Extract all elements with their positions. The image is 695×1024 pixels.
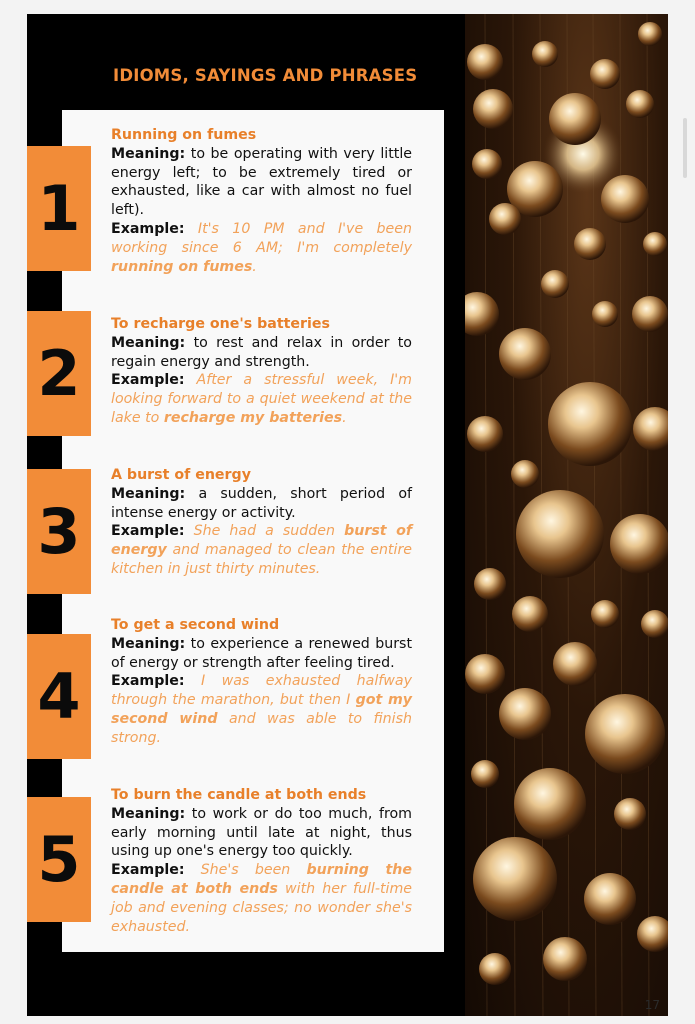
- meaning-text: to rest and relax in order to regain energy and strength.: [111, 334, 412, 370]
- example-text-end: and managed to clean the entire kitchen in just thirty minutes.: [111, 542, 413, 577]
- idiom-phrase: A burst of energy: [111, 467, 251, 483]
- idiom-phrase: To get a second wind: [111, 617, 280, 633]
- idiom-entry: [111, 126, 412, 276]
- example-text-end: and was able to finish strong.: [111, 710, 412, 746]
- idiom-phrase: Running on fumes: [111, 127, 257, 143]
- page-title: IDIOMS, SAYINGS AND PHRASES: [113, 66, 418, 85]
- meaning-text: to be operating with very little energy left; to be extremely tired or exhausted, like a car with almost no fuel left).: [111, 145, 412, 219]
- idiom-number-4: 4: [27, 634, 91, 759]
- crystal-chandelier-image: [465, 14, 668, 1016]
- example-highlight: running on fumes: [111, 258, 253, 275]
- example-text-end: with her full-time job and evening classes; no wonder she's exhausted.: [111, 880, 412, 935]
- example-text-end: .: [342, 409, 347, 426]
- idiom-entry: [111, 616, 412, 748]
- example-label: Example:: [111, 523, 185, 540]
- meaning-label: Meaning:: [111, 145, 186, 162]
- example-text: After a stressful week, I'm looking forward to a quiet weekend at the lake to: [111, 372, 412, 426]
- example-label: Example:: [111, 862, 185, 879]
- example-text: She had a sudden: [193, 523, 336, 540]
- idiom-number-3: 3: [27, 469, 91, 594]
- idiom-number-2: 2: [27, 311, 91, 436]
- example-text: It's 10 PM and I've been working since 6 AM; I'm completely: [111, 220, 412, 256]
- meaning-label: Meaning:: [111, 805, 186, 822]
- page-number: 17: [644, 998, 660, 1012]
- meaning-text: to experience a renewed burst of energy or strength after feeling tired.: [111, 635, 413, 671]
- meaning-text: a sudden, short period of intense energy or activity.: [111, 485, 412, 521]
- example-label: Example:: [111, 220, 185, 237]
- example-text-end: .: [252, 258, 257, 275]
- example-label: Example:: [111, 673, 185, 690]
- example-highlight: recharge my batteries: [163, 409, 343, 426]
- meaning-label: Meaning:: [111, 485, 186, 502]
- idiom-phrase: To burn the candle at both ends: [111, 787, 367, 803]
- meaning-label: Meaning:: [111, 635, 186, 652]
- example-text: She's been: [200, 862, 291, 879]
- idiom-entry: [111, 315, 412, 428]
- meaning-label: Meaning:: [111, 334, 186, 351]
- example-highlight: burst of energy: [111, 523, 413, 559]
- example-highlight: burning the candle at both ends: [111, 862, 413, 897]
- scrollbar[interactable]: [683, 118, 687, 178]
- meaning-text: to work or do too much, from early morning until late at night, thus using up one's energy too quickly.: [111, 805, 413, 860]
- document-page: [27, 14, 668, 1016]
- idiom-phrase: To recharge one's batteries: [111, 316, 330, 332]
- example-highlight: got my second wind: [111, 692, 412, 727]
- idiom-number-1: 1: [27, 146, 91, 271]
- crystal-chandelier-photo: [465, 14, 668, 1016]
- idiom-entry: [111, 786, 412, 936]
- idiom-number-5: 5: [27, 797, 91, 922]
- example-text: I was exhausted halfway through the marathon, but then I: [111, 673, 412, 709]
- idiom-entry: [111, 466, 412, 579]
- example-label: Example:: [111, 372, 185, 389]
